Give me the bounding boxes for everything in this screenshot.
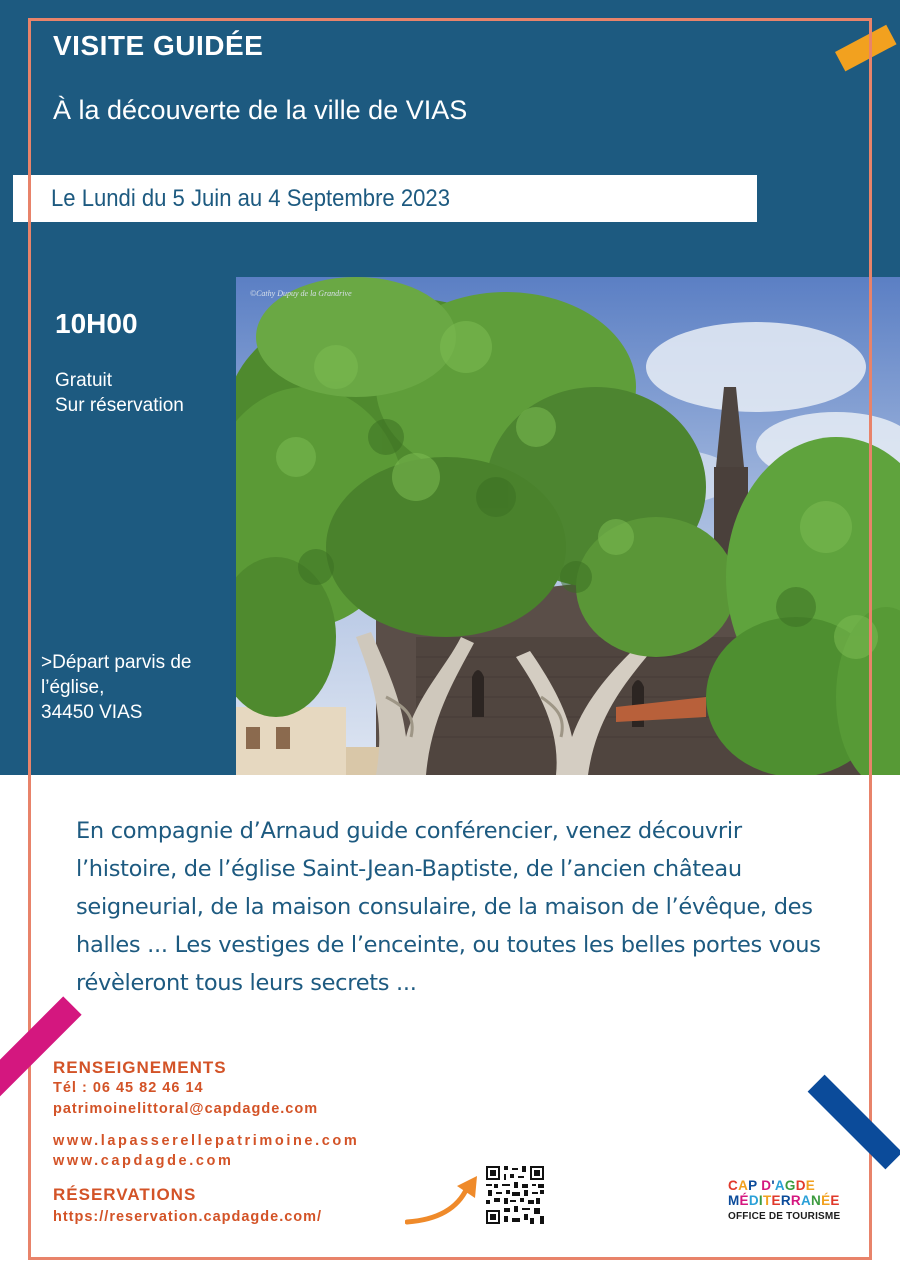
church-photo — [236, 277, 900, 775]
date-text: Le Lundi du 5 Juin au 4 Septembre 2023 — [51, 185, 450, 212]
logo-subtitle: OFFICE DE TOURISME — [728, 1211, 841, 1222]
price-label: Gratuit — [55, 370, 113, 391]
tour-description: En compagnie d’Arnaud guide conférencier, venez découvrir l’histoire, de l’église Saint-Jean-Baptiste, de l’ancien château seigneurial, de la maison consulaire, de la maison de l’évêque, des halles ... Les vestiges de l’enceinte, ou toutes les belles portes vous révèleront tous leurs secrets ... — [76, 818, 821, 996]
meeting-point-line1: >Départ parvis de — [41, 652, 192, 673]
email-link[interactable]: patrimoinelittoral@capdagde.com — [53, 1101, 319, 1117]
photo-credit: ©Cathy Dupuy de la Grandrive — [250, 289, 352, 298]
meeting-point-line3: 34450 VIAS — [41, 702, 143, 723]
visit-info — [55, 368, 184, 418]
tourism-office-logo — [728, 1178, 840, 1222]
blue-accent-bar — [808, 1075, 900, 1170]
church-photo-illustration — [236, 277, 900, 775]
reservations-heading: RÉSERVATIONS — [53, 1185, 197, 1204]
logo-line1: CAP D'AGDE — [728, 1178, 816, 1193]
meeting-point — [41, 650, 192, 725]
qr-code-icon[interactable] — [486, 1166, 544, 1224]
booking-note: Sur réservation — [55, 395, 184, 416]
info-heading: RENSEIGNEMENTS — [53, 1058, 227, 1077]
logo-line2: MÉDITERRANÉE — [728, 1193, 840, 1208]
curved-arrow-icon — [405, 1172, 483, 1226]
website-link-passerelle[interactable]: www.lapasserellepatrimoine.com — [53, 1133, 360, 1149]
page-title: VISITE GUIDÉE — [53, 30, 264, 61]
page-subtitle: À la découverte de la ville de VIAS — [53, 95, 468, 125]
meeting-point-line2: l’église, — [41, 677, 105, 698]
reservation-link[interactable]: https://reservation.capdagde.com/ — [53, 1209, 323, 1225]
website-link-capdagde[interactable]: www.capdagde.com — [53, 1153, 234, 1169]
date-banner — [13, 175, 757, 222]
phone-number[interactable]: Tél : 06 45 82 46 14 — [53, 1080, 204, 1096]
visit-time: 10H00 — [55, 308, 138, 339]
